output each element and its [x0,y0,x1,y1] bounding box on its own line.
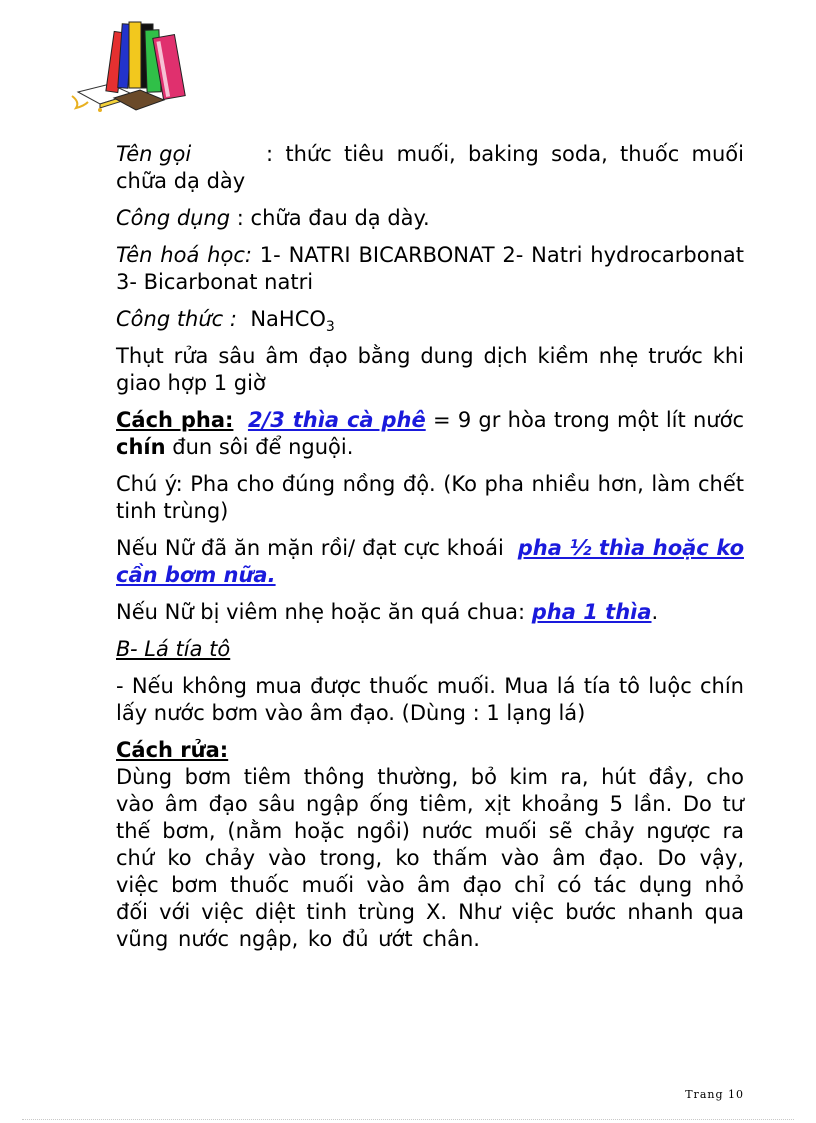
condition-two-link[interactable]: pha 1 thìa [531,600,652,624]
mixing-bold-word: chín [116,435,166,459]
condition-two-end: . [651,600,659,624]
mixing-amount-link[interactable]: 2/3 thìa cà phê [247,408,426,432]
formula-line [116,306,744,336]
perilla-paragraph: - Nếu không mua được thuốc muối. Mua lá tía tô luộc chín lấy nước bơm vào âm đạo. (Dùng : 1 lạng lá) [116,674,744,725]
chemical-name-label: Tên hoá học: [116,243,252,267]
washing-paragraph: Dùng bơm tiêm thông thường, bỏ kim ra, hút đầy, cho vào âm đạo sâu ngập ống tiêm, xịt khoảng 5 lần. Do tư thế bơm, (nằm hoặc ngồi) nước muối sẽ chảy ngược ra chứ ko chảy vào trong, ko thấm vào âm đạo. Do vậy, việc bơm thuốc muối vào âm đạo chỉ có tác dụng nhỏ đối với việc diệt tinh trùng X. Như việc bước nhanh qua vũng nước ngập, ko đủ ướt chân. [116,765,744,951]
mixing-label: Cách pha: [116,408,234,432]
books-clipart-icon [70,14,190,114]
document-body [116,141,744,953]
mixing-text-end: đun sôi để nguội. [172,435,354,459]
condition-one-link[interactable]: pha ½ thìa hoặc ko cần bơm nữa. [116,536,744,587]
footer-divider [22,1119,794,1120]
note-paragraph: Chú ý: Pha cho đúng nồng độ. (Ko pha nhiều hơn, làm chết tinh trùng) [116,472,744,523]
section-b-heading: B- Lá tía tô [116,637,231,661]
washing-heading: Cách rửa: [116,738,229,762]
douche-instruction: Thụt rửa sâu âm đạo bằng dung dịch kiềm nhẹ trước khi giao hợp 1 giờ [116,344,744,395]
chemical-name-value: 1- NATRI BICARBONAT 2- Natri hydrocarbonat 3- Bicarbonat natri [116,243,744,294]
usage-label: Công dụng [116,206,231,230]
name-label: Tên gọi [116,142,192,166]
formula-value: NaHCO$_3$ [250,307,335,336]
usage-value: : chữa đau dạ dày. [236,206,430,230]
condition-two-text: Nếu Nữ bị viêm nhẹ hoặc ăn quá chua: [116,600,526,624]
mixing-text: = 9 gr hòa trong một lít nước [432,408,745,432]
condition-two [116,599,744,626]
usage-line [116,205,744,232]
page-number: Trang 10 [685,1088,744,1101]
mixing-paragraph [116,407,744,461]
name-value: : thức tiêu muối, baking soda, thuốc muối chữa dạ dày [116,142,744,193]
name-line [116,141,744,195]
condition-one-text: Nếu Nữ đã ăn mặn rồi/ đạt cực khoái [116,536,504,560]
condition-one [116,535,744,589]
chemical-name-line [116,242,744,296]
formula-label: Công thức : [116,307,237,331]
